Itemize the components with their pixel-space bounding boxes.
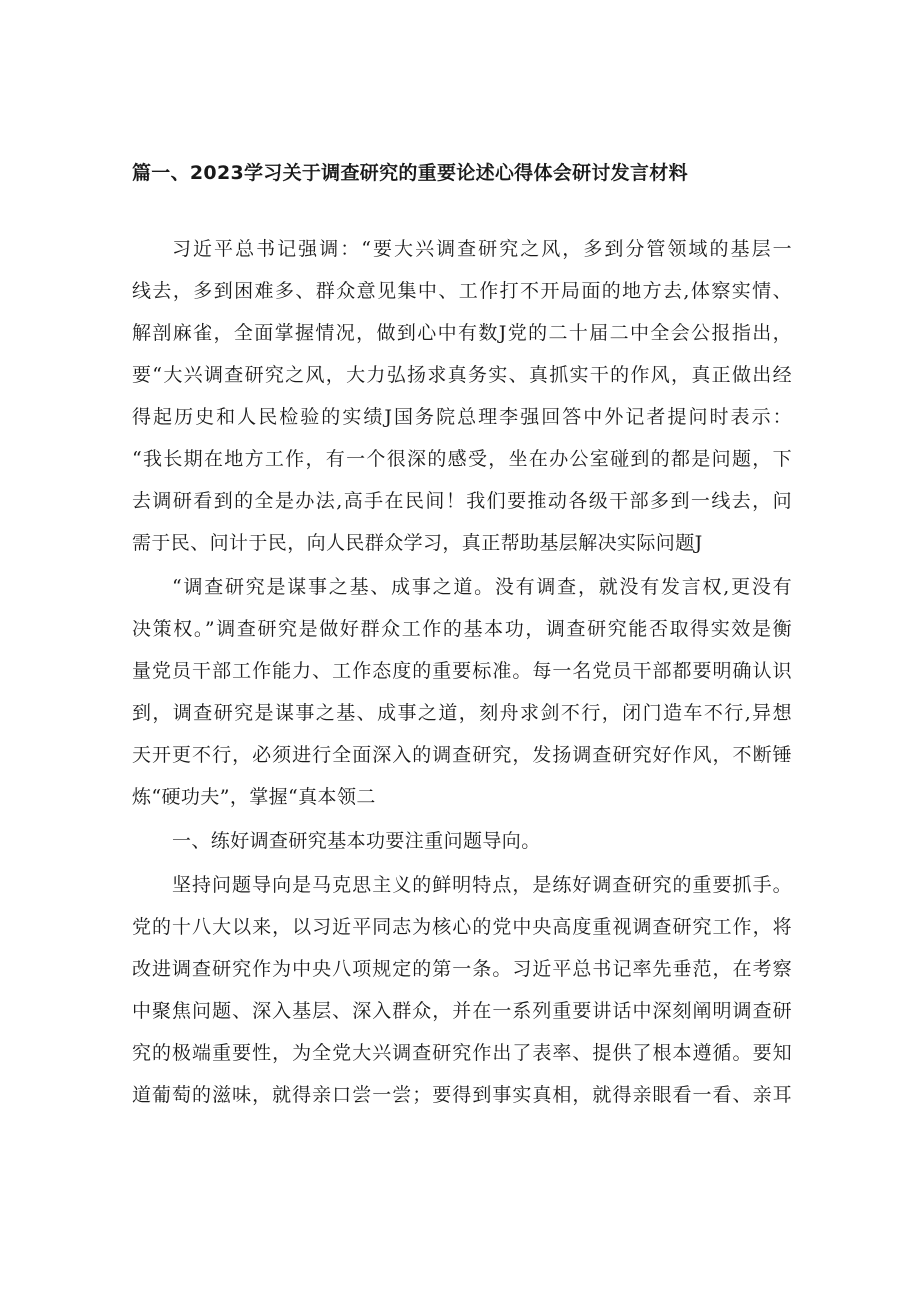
paragraph-line: 线去，多到困难多、群众意见集中、工作打不开局面的地方去,体察实情、 bbox=[132, 280, 792, 302]
paragraph-line: 改进调查研究作为中央八项规定的第一条。习近平总书记率先垂范，在考察 bbox=[132, 958, 792, 980]
paragraph-line: 需于民、问计于民，向人民群众学习，真正帮助基层解决实际问题J bbox=[132, 532, 703, 554]
paragraph-line: 量党员干部工作能力、工作态度的重要标准。每一名党员干部都要明确认识 bbox=[132, 660, 792, 682]
section-heading: 一、练好调查研究基本功要注重问题导向。 bbox=[172, 830, 541, 852]
paragraph-line: 道葡萄的滋味，就得亲口尝一尝；要得到事实真相，就得亲眼看一看、亲耳 bbox=[132, 1084, 792, 1106]
paragraph-line: 要“大兴调查研究之风，大力弘扬求真务实、真抓实干的作风，真正做出经 bbox=[132, 364, 792, 386]
paragraph-line: 究的极端重要性，为全党大兴调查研究作出了表率、提供了根本遵循。要知 bbox=[132, 1042, 792, 1064]
paragraph-line: “我长期在地方工作，有一个很深的感受，坐在办公室碰到的都是问题，下 bbox=[132, 448, 792, 470]
paragraph-line: 党的十八大以来，以习近平同志为核心的党中央高度重视调查研究工作，将 bbox=[132, 916, 792, 938]
paragraph-line: 解剖麻雀，全面掌握情况，做到心中有数J党的二十届二中全会公报指出， bbox=[132, 322, 792, 344]
paragraph-line: 决策权。”调查研究是做好群众工作的基本功，调查研究能否取得实效是衡 bbox=[132, 618, 792, 640]
document-title: 篇一、2023学习关于调查研究的重要论述心得体会研讨发言材料 bbox=[132, 162, 688, 184]
paragraph-line: “调查研究是谋事之基、成事之道。没有调查，就没有发言权,更没有 bbox=[172, 576, 792, 598]
paragraph-line: 中聚焦问题、深入基层、深入群众，并在一系列重要讲话中深刻阐明调查研 bbox=[132, 1000, 792, 1022]
paragraph-line: 习近平总书记强调：“要大兴调查研究之风，多到分管领域的基层一 bbox=[172, 238, 792, 260]
paragraph-line: 天开更不行，必须进行全面深入的调查研究，发扬调查研究好作风，不断锤 bbox=[132, 744, 792, 766]
paragraph-line: 到，调查研究是谋事之基、成事之道，刻舟求剑不行，闭门造车不行,异想 bbox=[132, 702, 792, 724]
paragraph-line: 炼“硬功夫”，掌握“真本领二 bbox=[132, 786, 376, 808]
paragraph-line: 去调研看到的全是办法,高手在民间！我们要推动各级干部多到一线去，问 bbox=[132, 490, 792, 512]
paragraph-line: 得起历史和人民检验的实绩J国务院总理李强回答中外记者提问时表示： bbox=[132, 406, 792, 428]
paragraph-line: 坚持问题导向是马克思主义的鲜明特点，是练好调查研究的重要抓手。 bbox=[172, 874, 792, 896]
